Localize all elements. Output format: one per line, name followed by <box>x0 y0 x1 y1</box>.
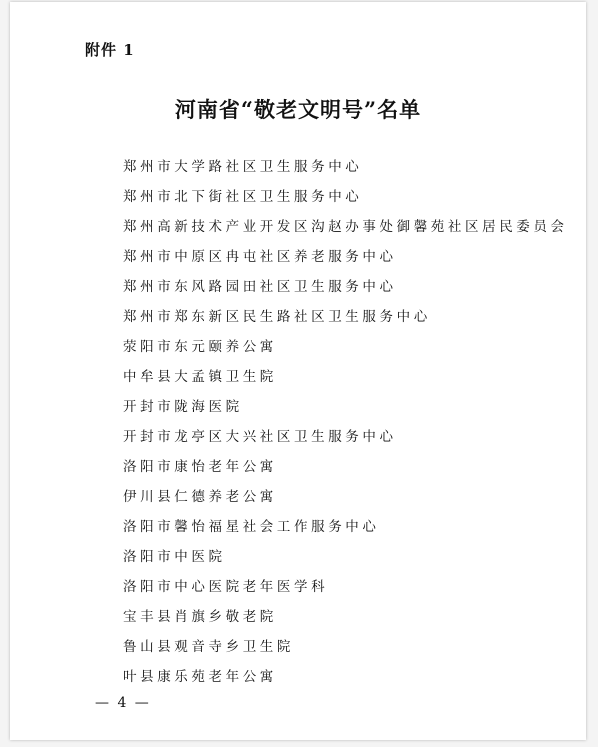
list-item: 郑州市东风路园田社区卫生服务中心 <box>123 279 397 295</box>
list-item: 郑州市北下街社区卫生服务中心 <box>123 189 363 205</box>
list-item: 郑州市郑东新区民生路社区卫生服务中心 <box>123 309 431 325</box>
document-page <box>10 2 586 740</box>
honoree-list <box>123 152 568 692</box>
list-item: 叶县康乐苑老年公寓 <box>123 669 277 685</box>
list-item: 荥阳市东元颐养公寓 <box>123 339 277 355</box>
list-item: 郑州高新技术产业开发区沟赵办事处御馨苑社区居民委员会 <box>123 219 568 235</box>
list-item: 郑州市大学路社区卫生服务中心 <box>123 159 363 175</box>
list-item: 洛阳市馨怡福星社会工作服务中心 <box>123 519 380 535</box>
list-item: 中牟县大孟镇卫生院 <box>123 369 277 385</box>
list-item: 鲁山县观音寺乡卫生院 <box>123 639 294 655</box>
list-item: 洛阳市康怡老年公寓 <box>123 459 277 475</box>
list-item: 伊川县仁德养老公寓 <box>123 489 277 505</box>
attachment-label: 附件 1 <box>85 41 135 59</box>
list-item: 宝丰县肖旗乡敬老院 <box>123 609 277 625</box>
document-title: 河南省“敬老文明号”名单 <box>174 97 422 122</box>
list-item: 洛阳市中心医院老年医学科 <box>123 579 329 595</box>
list-item: 郑州市中原区冉屯社区养老服务中心 <box>123 249 397 265</box>
page-number: — 4 — <box>95 695 151 711</box>
list-item: 洛阳市中医院 <box>123 549 226 565</box>
list-item: 开封市龙亭区大兴社区卫生服务中心 <box>123 429 397 445</box>
list-item: 开封市陇海医院 <box>123 399 243 415</box>
